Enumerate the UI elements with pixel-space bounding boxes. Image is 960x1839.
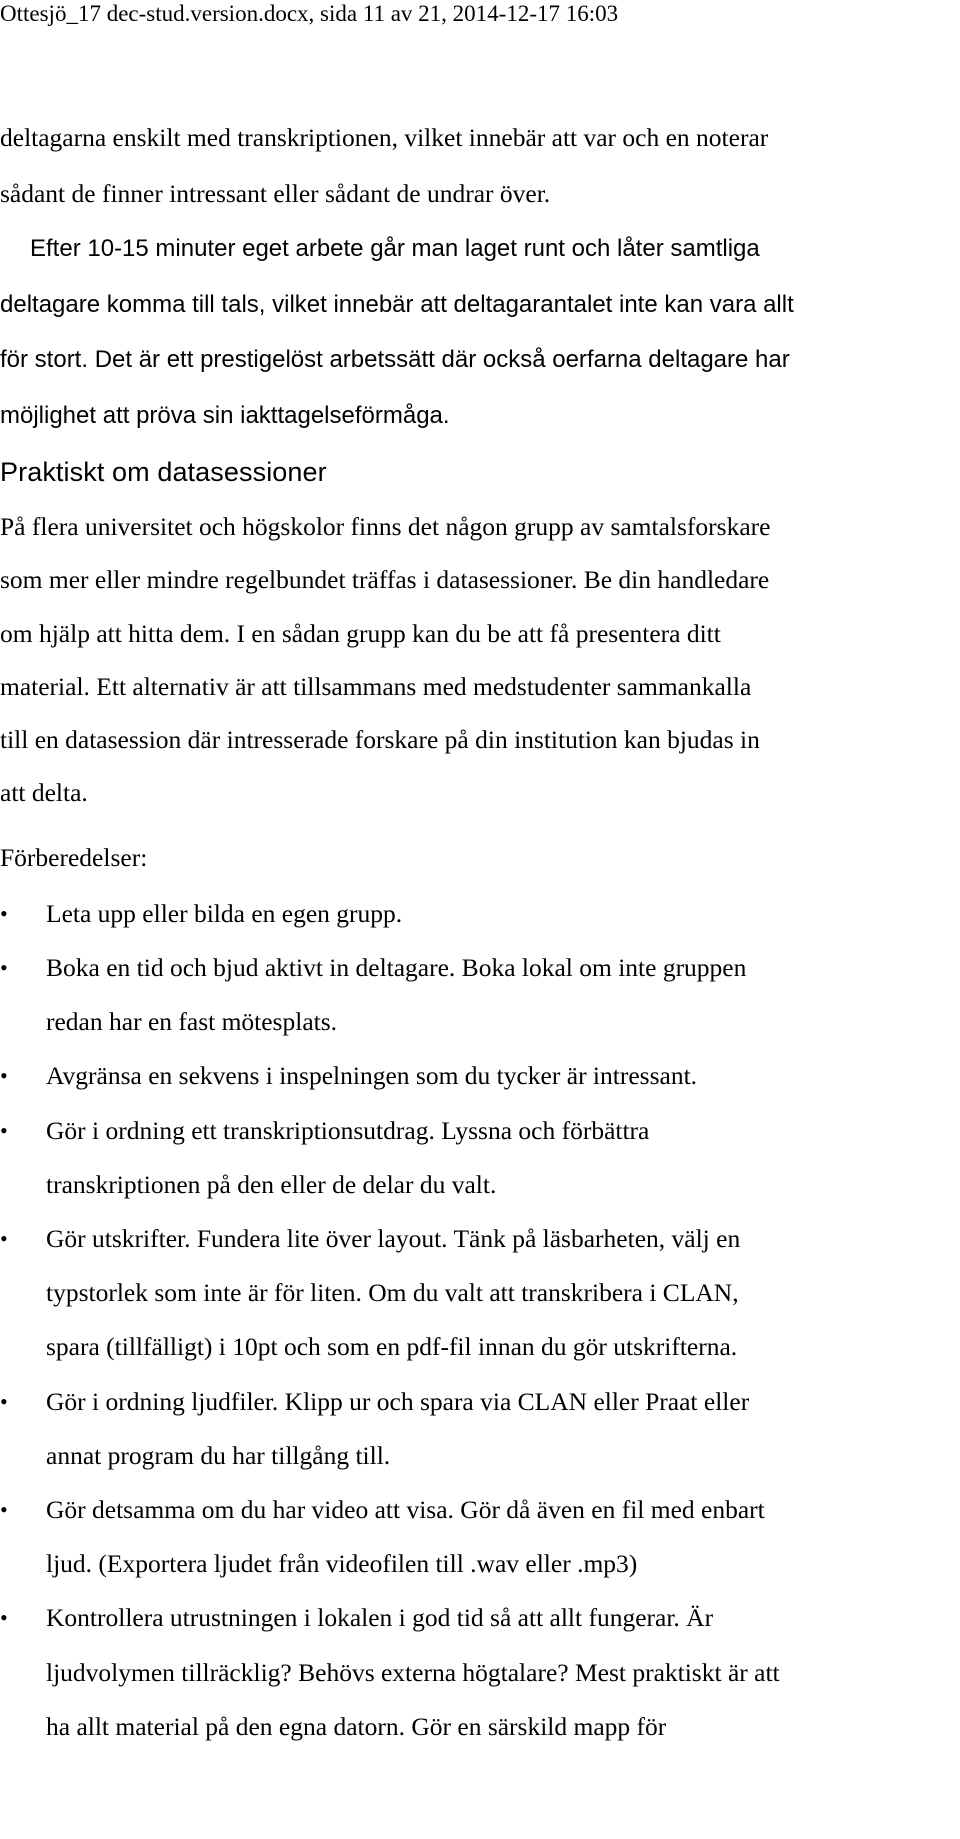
bullet-icon: • — [0, 954, 8, 980]
list-item-line: ljudvolymen tillräcklig? Behövs externa högtalare? Mest praktiskt är att — [46, 1657, 780, 1687]
list-item-line: typstorlek som inte är för liten. Om du valt att transkribera i CLAN, — [46, 1278, 739, 1308]
list-item-line: Leta upp eller bilda en egen grupp. — [46, 898, 403, 928]
list-item — [0, 941, 956, 1049]
bullet-icon: • — [0, 1497, 8, 1523]
document-page — [0, 110, 956, 1754]
text-line: som mer eller mindre regelbundet träffas i datasessioner. Be din handledare — [0, 565, 770, 595]
list-item-line: Gör i ordning ett transkriptionsutdrag. Lyssna och förbättra — [46, 1115, 650, 1145]
list-item-line: Gör detsamma om du har video att visa. Gör då även en fil med enbart — [46, 1495, 765, 1525]
text-line: sådant de finner intressant eller sådant de undrar över. — [0, 178, 551, 208]
bullet-icon: • — [0, 1605, 8, 1631]
list-item — [0, 1212, 956, 1375]
list-item — [0, 1591, 956, 1754]
intro-paragraph-serif — [0, 110, 956, 221]
list-item-line: Kontrollera utrustningen i lokalen i god tid så att allt fungerar. Är — [46, 1603, 714, 1633]
text-line: möjlighet att pröva sin iakttagelseförmåga. — [0, 401, 450, 429]
text-line: Efter 10-15 minuter eget arbete går man laget runt och låter samtliga — [30, 235, 760, 262]
preparations-list — [0, 887, 956, 1754]
list-item-line: transkriptionen på den eller de delar du valt. — [46, 1169, 497, 1199]
section-heading: Praktiskt om datasessioner — [0, 457, 327, 487]
text-line: för stort. Det är ett prestigelöst arbetssätt där också oerfarna deltagare har — [0, 346, 790, 373]
list-item-line: Avgränsa en sekvens i inspelningen som du tycker är intressant. — [46, 1061, 698, 1091]
preparations-label: Förberedelser: — [0, 842, 148, 872]
bullet-icon: • — [0, 1117, 8, 1143]
list-item-line: Gör utskrifter. Fundera lite över layout. Tänk på läsbarheten, välj en — [46, 1224, 741, 1253]
bullet-icon: • — [0, 1226, 8, 1251]
list-item-line: Boka en tid och bjud aktivt in deltagare. Boka lokal om inte gruppen — [46, 952, 747, 982]
bullet-icon: • — [0, 1388, 8, 1414]
intro-paragraph-sans — [0, 221, 956, 443]
text-line: deltagarna enskilt med transkriptionen, vilket innebär att var och en noterar — [0, 123, 769, 152]
text-line: deltagare komma till tals, vilket innebär att deltagarantalet inte kan vara allt — [0, 290, 794, 318]
bullet-icon: • — [0, 1063, 8, 1089]
list-item-line: spara (tillfälligt) i 10pt och som en pdf-fil innan du gör utskrifterna. — [46, 1332, 738, 1362]
list-item — [0, 1049, 956, 1103]
list-item — [0, 887, 956, 941]
list-item — [0, 1375, 956, 1483]
text-line: att delta. — [0, 778, 88, 808]
list-item-line: Gör i ordning ljudfiler. Klipp ur och spara via CLAN eller Praat eller — [46, 1386, 750, 1416]
list-item — [0, 1483, 956, 1591]
list-item-line: ljud. (Exportera ljudet från videofilen till .wav eller .mp3) — [46, 1549, 638, 1579]
section-paragraph — [0, 500, 956, 820]
list-item-line: ha allt material på den egna datorn. Gör en särskild mapp för — [46, 1711, 667, 1741]
list-item-line: annat program du har tillgång till. — [46, 1440, 391, 1470]
bullet-icon: • — [0, 900, 8, 926]
list-item — [0, 1104, 956, 1212]
text-line: På flera universitet och högskolor finns det någon grupp av samtalsforskare — [0, 512, 771, 541]
list-item-line: redan har en fast mötesplats. — [46, 1007, 338, 1037]
text-line: till en datasession där intresserade forskare på din institution kan bjudas in — [0, 725, 760, 755]
text-line: material. Ett alternativ är att tillsammans med medstudenter sammankalla — [0, 671, 752, 701]
text-line: om hjälp att hitta dem. I en sådan grupp kan du be att få presentera ditt — [0, 618, 721, 648]
document-header: Ottesjö_17 dec-stud.version.docx, sida 11 av 21, 2014-12-17 16:03 — [0, 1, 619, 26]
